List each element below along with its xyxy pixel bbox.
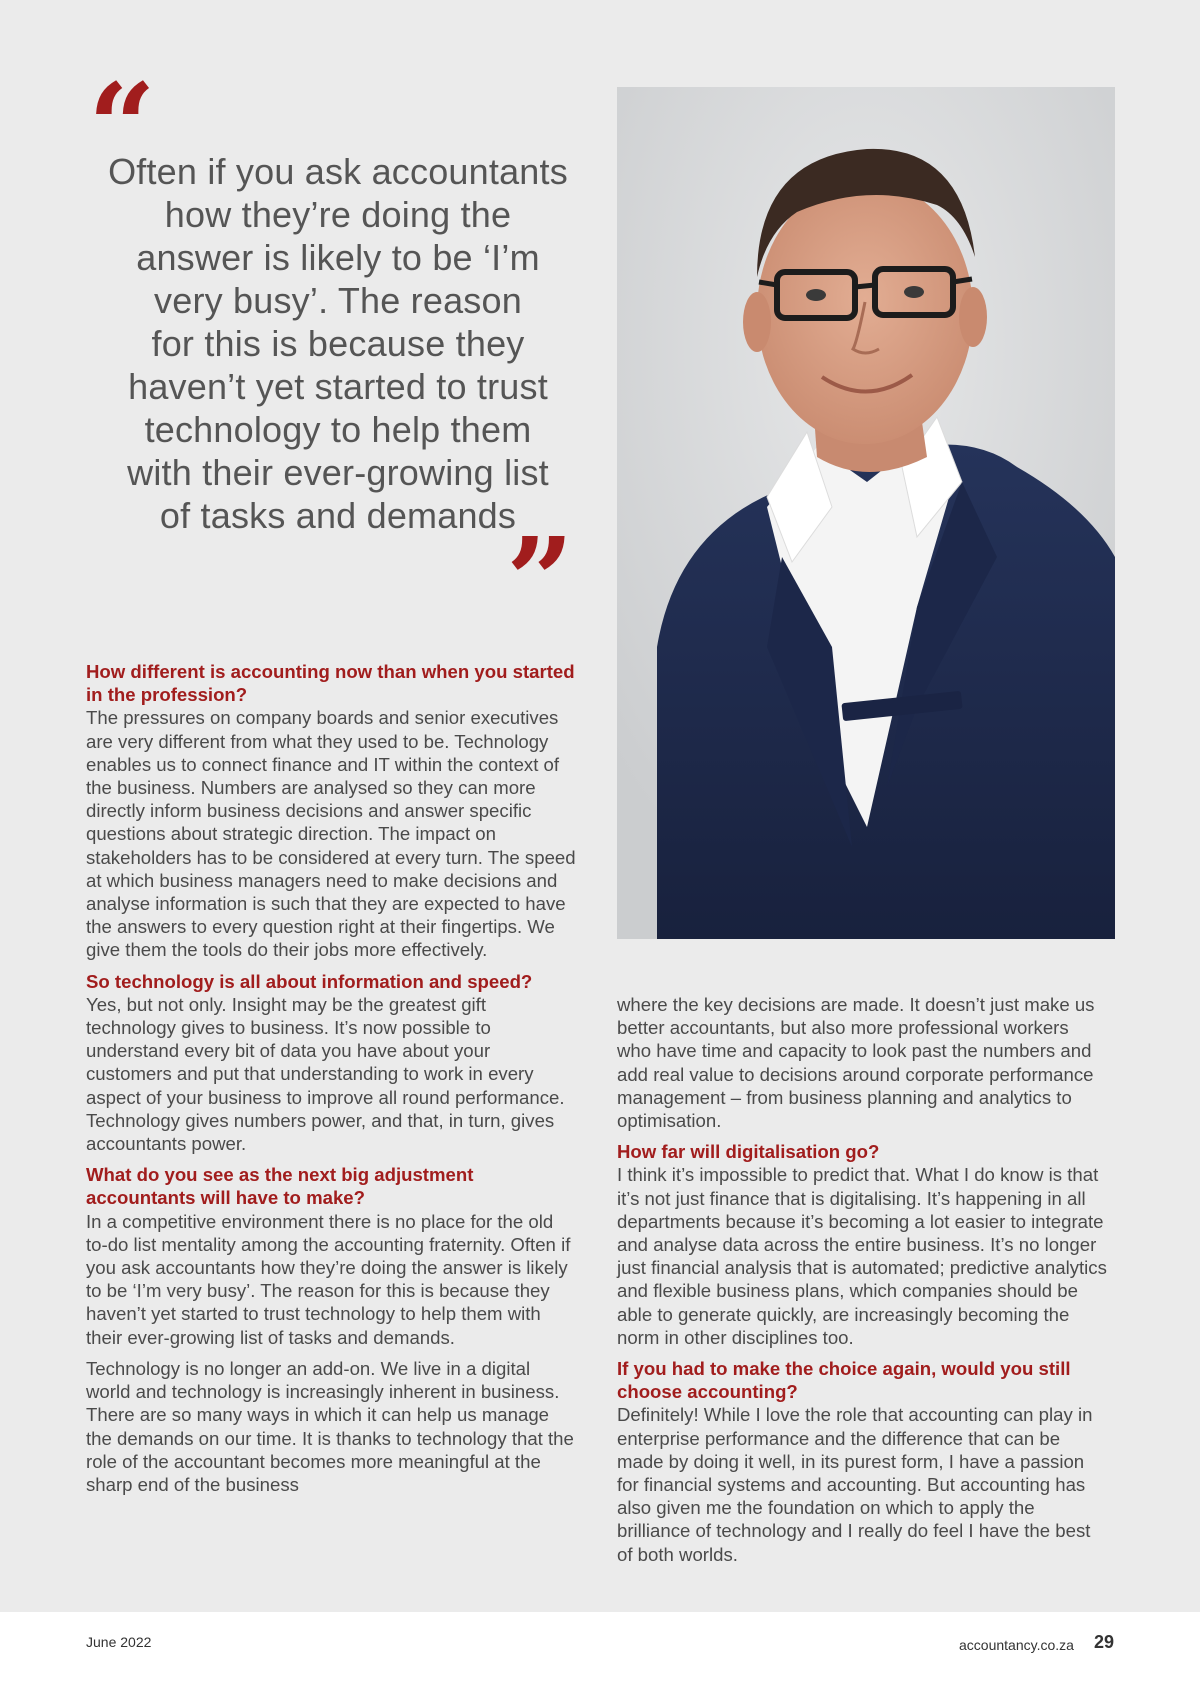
open-quote-mark: “ bbox=[88, 57, 156, 196]
left-column bbox=[86, 660, 576, 1504]
pull-quote-line: how they’re doing the bbox=[164, 194, 512, 235]
pull-quote-line: very busy’. The reason bbox=[154, 280, 522, 321]
footer-strip bbox=[0, 1612, 1200, 1696]
question-heading: If you had to make the choice again, would you still choose accounting? bbox=[617, 1358, 1071, 1403]
answer-paragraph: Technology is no longer an add-on. We live in a digital world and technology is increasingly inherent in business. There are so many ways in which it can help us manage the demands on our time. It is thanks to technology that the role of the accountant becomes more meaningful at the sharp end of the business bbox=[86, 1357, 574, 1495]
pull-quote-line: of tasks and demands bbox=[159, 495, 517, 536]
pull-quote-line: technology to help them bbox=[144, 409, 532, 450]
website-link[interactable]: accountancy.co.za bbox=[959, 1637, 1074, 1653]
answer-paragraph: Definitely! While I love the role that accounting can play in enterprise performance and the difference that can be made by doing it well, in its purest form, I have a passion for financial systems and accounting. But accounting has also given me the foundation on which to apply the brilliance of technology and I really do feel I have the best of both worlds. bbox=[617, 1404, 1093, 1565]
close-quote-mark: ” bbox=[506, 511, 574, 650]
pull-quote-line: for this is because they bbox=[151, 323, 525, 364]
question-heading: How far will digitalisation go? bbox=[617, 1141, 880, 1163]
pull-quote-line: with their ever-growing list bbox=[127, 452, 549, 493]
right-column bbox=[617, 993, 1107, 1574]
pull-quote-line: haven’t yet started to trust bbox=[128, 366, 548, 407]
portrait-photo bbox=[617, 87, 1115, 939]
answer-paragraph: where the key decisions are made. It doesn’t just make us better accountants, but also more professional workers who have time and capacity to look past the numbers and add real value to decisions around corporate performance management – from business planning and analytics to optimisation. bbox=[617, 994, 1095, 1132]
answer-paragraph: In a competitive environment there is no place for the old to-do list mentality among the accounting fraternity. Often if you ask accountants how they’re doing the answer is likely to be ‘I’m very busy’. The reason for this is because they haven’t yet started to trust technology to help them with their ever-growing list of tasks and demands. bbox=[86, 1210, 571, 1348]
page-number: 29 bbox=[1094, 1632, 1115, 1652]
issue-date: June 2022 bbox=[86, 1634, 152, 1650]
answer-paragraph: Yes, but not only. Insight may be the greatest gift technology gives to business. It’s now possible to understand every bit of data you have about your customers and put that understanding to work in every aspect of your business to improve all round performance. Technology gives numbers power, and that, in turn, gives accountants power. bbox=[86, 993, 565, 1155]
pull-quote-line: answer is likely to be ‘I’m bbox=[136, 237, 540, 278]
answer-paragraph: The pressures on company boards and senior executives are very different from what they used to be. Technology enables us to connect finance and IT within the context of the business. Numbers are analysed so they can more directly inform business decisions and answer specific questions about strategic direction. The impact on stakeholders has to be considered at every turn. The speed at which business managers need to make decisions and analyse information is such that they are expected to have the answers to every question right at their fingertips. We give them the tools do their jobs more effectively. bbox=[86, 707, 576, 961]
pull-quote bbox=[88, 150, 588, 537]
question-heading: How different is accounting now than when you started in the profession? bbox=[86, 661, 575, 706]
answer-paragraph: I think it’s impossible to predict that. What I do know is that it’s not just finance that is digitalising. It’s happening in all departments because it’s becoming a lot easier to integrate and analyse data across the entire business. It’s no longer just financial analysis that is automated; predictive analytics and flexible business plans, which companies should be able to generate quickly, are increasingly becoming the norm in other disciplines too. bbox=[617, 1164, 1107, 1348]
portrait-illustration bbox=[617, 87, 1115, 939]
question-heading: What do you see as the next big adjustment accountants will have to make? bbox=[86, 1164, 474, 1209]
pull-quote-line: Often if you ask accountants bbox=[108, 151, 568, 192]
question-heading: So technology is all about information and speed? bbox=[86, 970, 533, 992]
